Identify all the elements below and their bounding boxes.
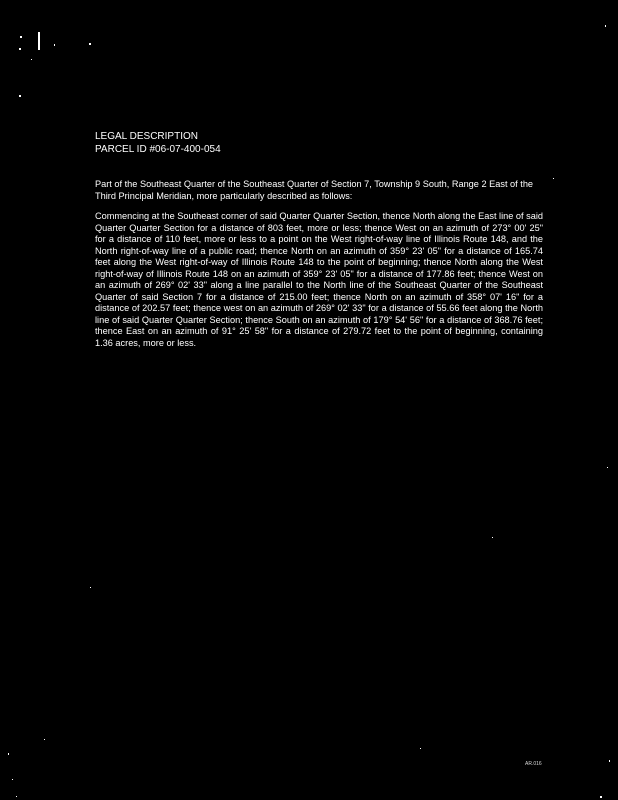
scan-speck [44, 739, 45, 740]
scan-speck [90, 587, 91, 588]
scan-speck [19, 95, 21, 97]
scan-speck [19, 48, 21, 50]
scan-speck [600, 796, 602, 798]
scan-speck [607, 467, 608, 468]
legal-description-paragraph: Commencing at the Southeast corner of said Quarter Quarter Section, thence North along the East line of said Quarter Quarter Section for a distance of 803 feet, more or less; thence West on an azimuth of 273° 00' 25" for a distance of 110 feet, more or less to a point on the West right-of-way line of Illinois Route 148, and the North right-of-way line of a public road; thence North on an azimuth of 359° 23' 05" for a distance of 165.74 feet along the West right-of-way of Illinois Route 148 to the point of beginning; thence North along the West right-of-way of Illinois Route 148 on an azimuth of 359° 23' 05" for a distance of 177.86 feet; thence West on an azimuth of 269° 02' 33" along a line parallel to the North line of the Southeast Quarter of the Southeast Quarter of said Section 7 for a distance of 215.00 feet; thence North on an azimuth of 358° 07' 16" for a distance of 202.57 feet; thence west on an azimuth of 269° 02' 33" for a distance of 55.66 feet along the North line of said Quarter Quarter Section; thence South on an azimuth of 179° 54' 56" for a distance of 368.76 feet; thence East on an azimuth of 91° 25' 58" for a distance of 279.72 feet to the point of beginning, containing 1.36 acres, more or less. [95, 211, 543, 349]
heading-title: LEGAL DESCRIPTION [95, 131, 198, 142]
scan-speck [12, 779, 13, 780]
scan-speck [16, 796, 17, 797]
scan-speck [89, 43, 91, 45]
scan-speck [553, 178, 554, 179]
document-heading [95, 131, 495, 156]
scan-speck [492, 537, 493, 538]
scan-speck [54, 44, 55, 46]
parcel-id: PARCEL ID #06-07-400-054 [95, 143, 221, 155]
scan-speck [420, 748, 421, 749]
scan-speck [20, 36, 22, 38]
intro-paragraph: Part of the Southeast Quarter of the Southeast Quarter of Section 7, Township 9 South, Range 2 East of the Third Principal Meridian, more particularly described as follows: [95, 179, 534, 201]
scan-speck [8, 753, 9, 755]
scan-speck [38, 32, 40, 50]
scan-speck [605, 25, 606, 27]
document-code: AR.016 [525, 761, 542, 767]
scan-speck [31, 59, 32, 60]
scan-speck [609, 760, 610, 762]
